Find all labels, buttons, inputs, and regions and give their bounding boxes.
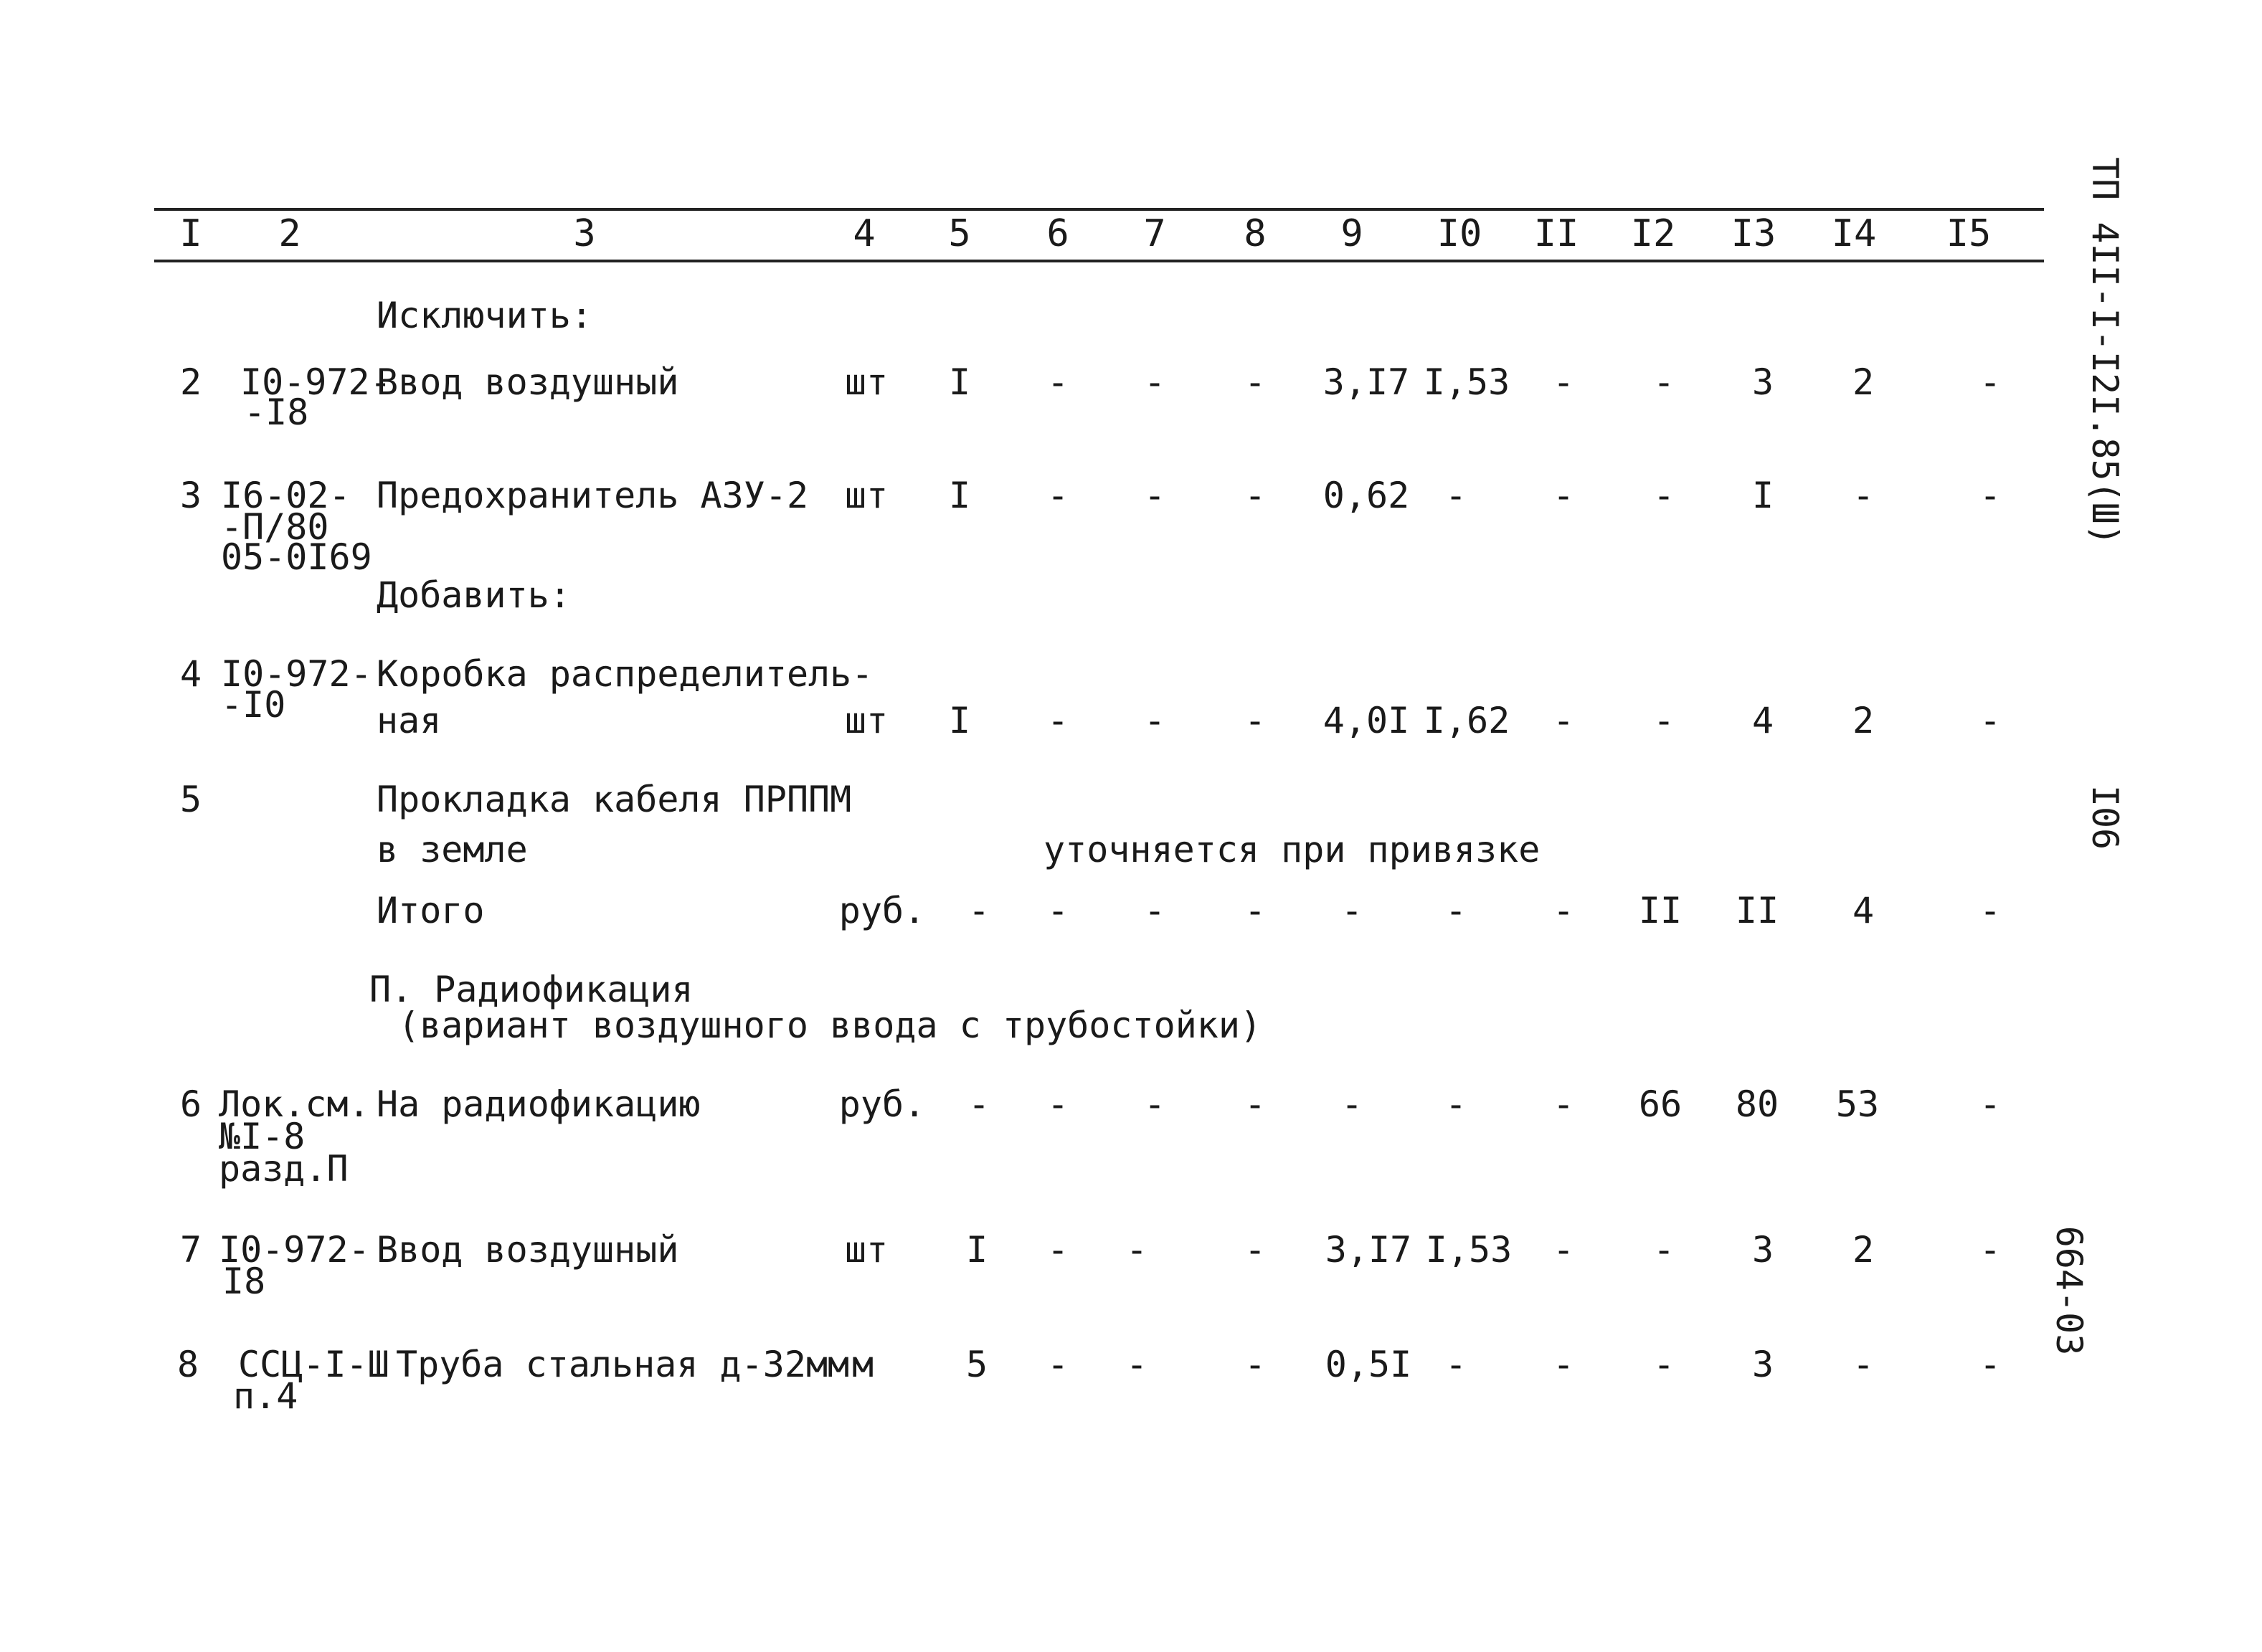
row-name: Предохранитель АЗУ-2 — [377, 475, 809, 516]
row-col11: - — [1552, 1083, 1575, 1125]
row-note: уточняется при привязке — [1044, 829, 1541, 870]
row-col9: - — [1340, 890, 1363, 931]
col-header-13: I3 — [1731, 212, 1776, 255]
row-code-line: 05-0I69 — [221, 536, 372, 578]
row-col7: - — [1143, 361, 1166, 403]
row-number: 7 — [179, 1229, 202, 1271]
row-col6: - — [1046, 1083, 1069, 1125]
col-header-2: 2 — [278, 212, 301, 255]
row-col10: - — [1444, 890, 1467, 931]
row-col9: 0,5I — [1325, 1344, 1412, 1385]
row-col12: - — [1652, 1229, 1675, 1271]
row-col8: - — [1244, 1083, 1267, 1125]
row-col8: - — [1244, 361, 1267, 403]
row-col10: - — [1444, 1083, 1467, 1125]
row-col14: - — [1852, 475, 1875, 516]
row-col15: - — [1979, 890, 2002, 931]
row-col14: 2 — [1852, 361, 1875, 403]
col-header-12: I2 — [1630, 212, 1676, 255]
row-col6: - — [1046, 700, 1069, 741]
row-col11: - — [1552, 475, 1575, 516]
row-col9: - — [1340, 1083, 1363, 1125]
row-unit: шт — [844, 700, 889, 741]
row-col15: - — [1979, 475, 2002, 516]
row-code-line: I0-972- — [219, 1229, 370, 1271]
page-number-stamp: I06 — [2084, 784, 2126, 850]
row-code-line: -I0 — [221, 684, 286, 726]
row-col6: - — [1046, 475, 1069, 516]
row-col8: - — [1244, 475, 1267, 516]
row-col6: - — [1046, 1344, 1069, 1385]
row-unit: руб. — [838, 890, 926, 931]
row-number: 5 — [179, 779, 202, 820]
col-header-14: I4 — [1831, 212, 1877, 255]
row-col5: 5 — [965, 1344, 988, 1385]
row-col9: 3,I7 — [1325, 1229, 1412, 1271]
row-name: в земле — [377, 829, 528, 870]
row-name: Прокладка кабеля ПРППМ — [377, 779, 852, 820]
section-exclude: Исключить: — [377, 295, 593, 336]
row-unit: шт — [844, 475, 889, 516]
row-col5: - — [967, 1083, 990, 1125]
row-code-line: I6-02- — [221, 475, 351, 516]
row-code-line: -П/80 — [221, 506, 329, 548]
row-unit: шт — [844, 1229, 889, 1271]
row-unit: руб. — [838, 1083, 926, 1125]
row-col11: - — [1552, 1344, 1575, 1385]
row-col8: - — [1244, 1229, 1267, 1271]
col-header-6: 6 — [1046, 212, 1069, 255]
row-name: ная — [377, 700, 442, 741]
total-label: Итого — [377, 890, 485, 931]
row-col13: I — [1751, 475, 1774, 516]
row-col11: - — [1552, 361, 1575, 403]
row-col13: 80 — [1735, 1083, 1779, 1125]
row-col13: 3 — [1751, 361, 1774, 403]
col-header-4: 4 — [853, 212, 876, 255]
row-col14: 4 — [1852, 890, 1875, 931]
col-header-7: 7 — [1143, 212, 1166, 255]
row-col13: 3 — [1751, 1344, 1774, 1385]
row-col11: - — [1552, 700, 1575, 741]
row-code-line: Лок.см. — [219, 1083, 370, 1125]
row-col13: II — [1735, 890, 1779, 931]
col-header-15: I5 — [1946, 212, 1992, 255]
row-col7: - — [1125, 1229, 1148, 1271]
row-col9: 0,62 — [1322, 475, 1410, 516]
col-header-10: I0 — [1437, 212, 1482, 255]
row-number: 8 — [176, 1344, 199, 1385]
row-code-line: I0-972- — [240, 361, 392, 403]
row-col7: - — [1143, 890, 1166, 931]
row-number: 3 — [179, 475, 202, 516]
col-header-8: 8 — [1244, 212, 1267, 255]
header-top-rule — [154, 208, 2044, 211]
row-col14: - — [1852, 1344, 1875, 1385]
row-col10: I,53 — [1425, 1229, 1513, 1271]
row-col5: I — [948, 700, 971, 741]
col-header-11: II — [1533, 212, 1579, 255]
row-col5: - — [967, 890, 990, 931]
row-col7: - — [1143, 475, 1166, 516]
row-col8: - — [1244, 1344, 1267, 1385]
row-code-line: I0-972- — [221, 653, 372, 695]
row-col13: 4 — [1751, 700, 1774, 741]
row-col5: I — [948, 475, 971, 516]
row-col7: - — [1143, 700, 1166, 741]
album-number-stamp: 664-03 — [2048, 1225, 2090, 1356]
row-col15: - — [1979, 1229, 2002, 1271]
col-header-3: 3 — [573, 212, 596, 255]
header-bottom-rule — [154, 260, 2044, 262]
row-col10: I,62 — [1423, 700, 1510, 741]
row-col12: - — [1652, 1344, 1675, 1385]
row-code-line: п.4 — [233, 1375, 298, 1417]
row-name: Коробка распределитель- — [377, 653, 874, 695]
row-code-line: I8 — [222, 1261, 266, 1302]
col-header-5: 5 — [948, 212, 971, 255]
row-col15: - — [1979, 1083, 2002, 1125]
row-col11: - — [1552, 1229, 1575, 1271]
row-number: 4 — [179, 653, 202, 695]
row-code-line: разд.П — [219, 1148, 349, 1190]
row-col6: - — [1046, 1229, 1069, 1271]
row-col6: - — [1046, 361, 1069, 403]
row-col10: - — [1444, 475, 1467, 516]
row-col9: 3,I7 — [1322, 361, 1410, 403]
row-col11: - — [1552, 890, 1575, 931]
row-col10: - — [1444, 1344, 1467, 1385]
row-col14: 2 — [1852, 700, 1875, 741]
row-col8: - — [1244, 890, 1267, 931]
row-col10: I,53 — [1423, 361, 1510, 403]
row-col7: - — [1143, 1083, 1166, 1125]
row-col12: 66 — [1638, 1083, 1683, 1125]
row-code-line: ССЦ-I-Ш — [238, 1344, 389, 1385]
row-col15: - — [1979, 700, 2002, 741]
row-code-line: -I8 — [244, 391, 309, 433]
row-name: Ввод воздушный — [377, 361, 679, 403]
row-number: 6 — [179, 1083, 202, 1125]
row-col9: 4,0I — [1322, 700, 1410, 741]
row-col5: I — [965, 1229, 988, 1271]
row-col7: - — [1125, 1344, 1148, 1385]
row-name: Труба стальная д-32мм — [396, 1344, 850, 1385]
section-radio-title: П. Радиофикация — [369, 969, 694, 1010]
row-name: На радиофикацию — [377, 1083, 701, 1125]
row-unit: шт — [844, 361, 889, 403]
col-header-1: I — [179, 212, 202, 255]
row-col12: - — [1652, 700, 1675, 741]
row-col15: - — [1979, 361, 2002, 403]
row-number: 2 — [179, 361, 202, 403]
row-col13: 3 — [1751, 1229, 1774, 1271]
row-col12: - — [1652, 475, 1675, 516]
row-col14: 53 — [1835, 1083, 1880, 1125]
doc-code-stamp: ТП 4II-I-I2I.85(Ш) — [2084, 157, 2126, 546]
row-code-line: №I-8 — [219, 1116, 306, 1157]
row-col15: - — [1979, 1344, 2002, 1385]
row-col12: II — [1638, 890, 1683, 931]
row-unit: м — [851, 1344, 874, 1385]
section-add: Добавить: — [377, 574, 571, 616]
row-col14: 2 — [1852, 1229, 1875, 1271]
row-col6: - — [1046, 890, 1069, 931]
row-col8: - — [1244, 700, 1267, 741]
row-col5: I — [948, 361, 971, 403]
section-radio-subtitle: (вариант воздушного ввода с трубостойки) — [398, 1005, 1262, 1046]
row-col12: - — [1652, 361, 1675, 403]
row-name: Ввод воздушный — [377, 1229, 679, 1271]
col-header-9: 9 — [1340, 212, 1363, 255]
